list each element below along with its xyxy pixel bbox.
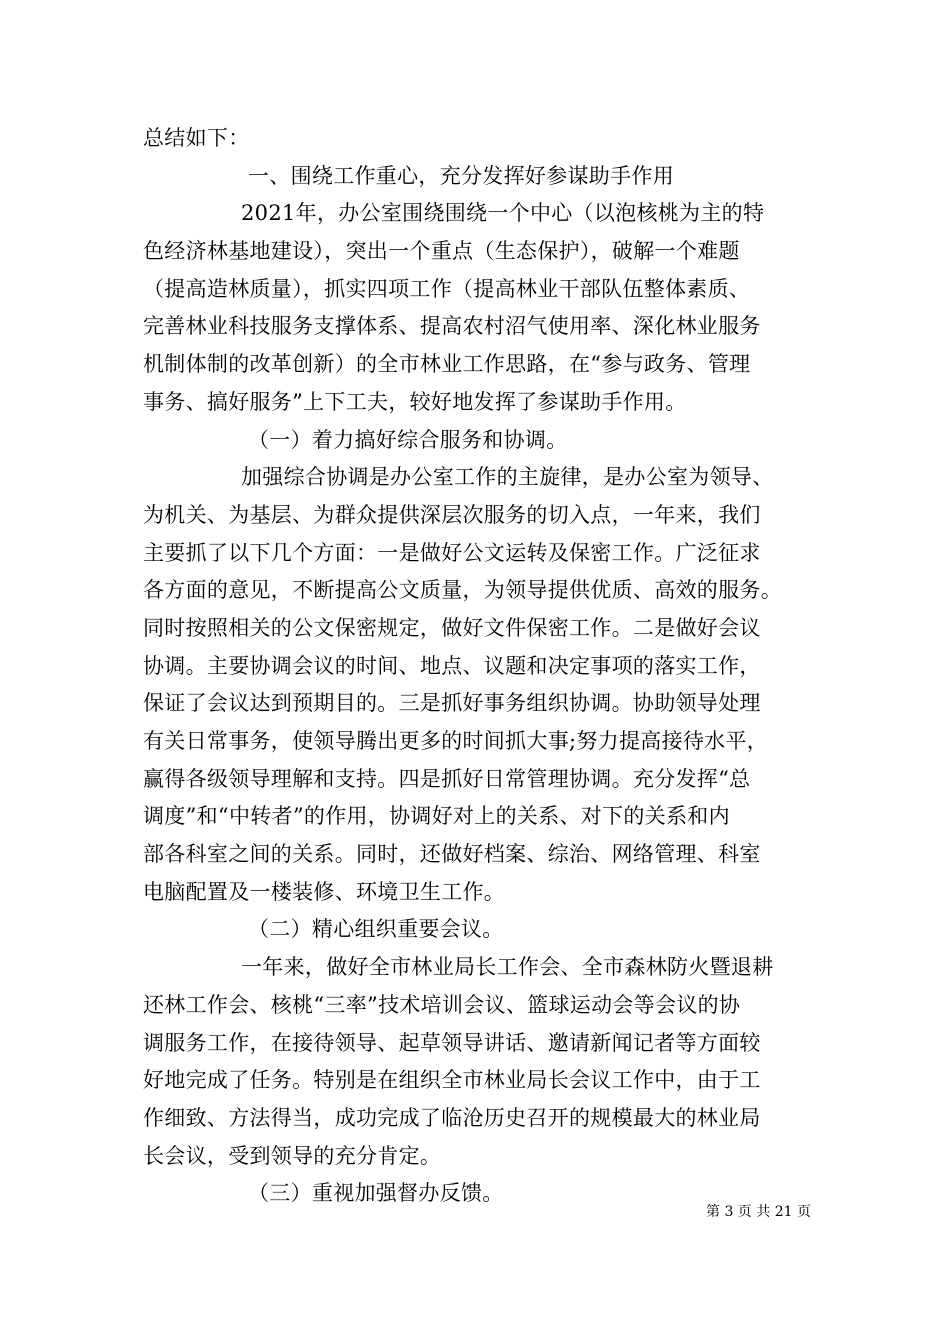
text-line: 事务、搞好服务”上下工夫，较好地发挥了参谋助手作用。 — [143, 389, 687, 414]
subsection-heading: （一）着力搞好综合服务和协调。 — [248, 427, 568, 452]
text-line: 还林工作会、核桃“三率”技术培训会议、篮球运动会等会议的协 — [143, 992, 741, 1017]
text-line: 机制体制的改革创新）的全市林业工作思路，在“参与政务、管理 — [143, 352, 751, 377]
text-line: 完善林业科技服务支撑体系、提高农村沼气使用率、深化林业服务 — [143, 314, 761, 339]
text-line: （提高造林质量），抓实四项工作（提高林业干部队伍整体素质、 — [143, 276, 751, 301]
text-line: 调度”和“中转者”的作用，协调好对上的关系、对下的关系和内 — [143, 804, 730, 829]
section-heading: 一、围绕工作重心，充分发挥好参谋助手作用 — [248, 163, 674, 188]
text-line: 协调。主要协调会议的时间、地点、议题和决定事项的落实工作， — [143, 653, 761, 678]
text-line: 赢得各级领导理解和支持。四是抓好日常管理协调。充分发挥“总 — [143, 766, 751, 791]
text-line: 电脑配置及一楼装修、环境卫生工作。 — [143, 879, 506, 904]
text-line: 长会议，受到领导的充分肯定。 — [143, 1143, 442, 1168]
text-line: 为机关、为基层、为群众提供深层次服务的切入点，一年来，我们 — [143, 502, 761, 527]
document-body — [143, 120, 808, 1213]
text-line: 作细致、方法得当，成功完成了临沧历史召开的规模最大的林业局 — [143, 1105, 761, 1130]
subsection-heading: （三）重视加强督办反馈。 — [248, 1181, 504, 1206]
text-line: 同时按照相关的公文保密规定，做好文件保密工作。二是做好会议 — [143, 615, 761, 640]
text-line: 部各科室之间的关系。同时，还做好档案、综治、网络管理、科室 — [143, 842, 761, 867]
subsection-heading: （二）精心组织重要会议。 — [248, 917, 504, 942]
paragraph-first-line: 加强综合协调是办公室工作的主旋律，是办公室为领导、 — [241, 465, 774, 490]
text-line: 各方面的意见，不断提高公文质量，为领导提供优质、高效的服务。 — [143, 578, 782, 603]
text-line: 总结如下： — [143, 126, 250, 150]
text-line: 主要抓了以下几个方面：一是做好公文运转及保密工作。广泛征求 — [143, 540, 761, 565]
text-line: 好地完成了任务。特别是在组织全市林业局长会议工作中，由于工 — [143, 1068, 761, 1093]
text-line: 色经济林基地建设），突出一个重点（生态保护），破解一个难题 — [143, 239, 740, 264]
page-number: 第 3 页 共 21 页 — [706, 1204, 811, 1220]
paragraph-first-line: 一年来，做好全市林业局长工作会、全市森林防火暨退耕 — [241, 955, 774, 980]
text-line: 保证了会议达到预期目的。三是抓好事务组织协调。协助领导处理 — [143, 691, 761, 716]
text-line: 有关日常事务，使领导腾出更多的时间抓大事;努力提高接待水平， — [143, 729, 769, 753]
text-line: 调服务工作，在接待领导、起草领导讲话、邀请新闻记者等方面较 — [143, 1030, 761, 1055]
paragraph-first-line: 2021年，办公室围绕围绕一个中心（以泡核桃为主的特 — [241, 201, 765, 226]
